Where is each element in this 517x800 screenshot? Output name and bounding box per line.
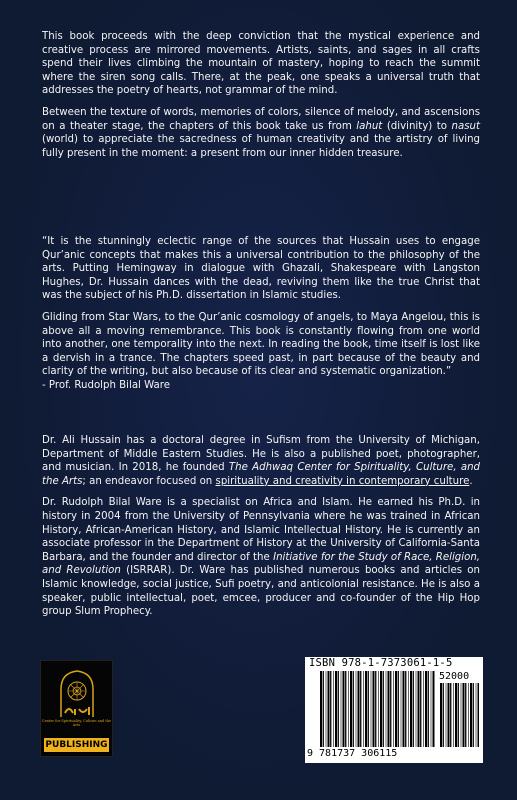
bio-link[interactable]: spirituality and creativity in contemporary culture <box>215 475 470 487</box>
description-paragraph-2: Between the texture of words, memories of colors, silence of melody, and ascensions on a theater stage, the chapters of this book take us from lahut (divinity) to nasut (world) to appreciate the sacredness of human creativity and the artistry of living fully present in the moment: a present from our inner hidden treasure. <box>42 106 480 159</box>
book-description <box>42 30 480 160</box>
publisher-logo <box>40 660 113 757</box>
ean-digits: 9 781737 306115 <box>307 748 398 759</box>
price-addon-bars <box>439 683 479 747</box>
arch-emblem-icon <box>53 669 101 719</box>
bio-rudolph-ware: Dr. Rudolph Bilal Ware is a specialist on Africa and Islam. He earned his Ph.D. in history in 2004 from the University of Pennsylvania where he was trained in African History, African-American History, and Islamic Intellectual History. He is currently an associate professor in the Department of History at the University of California-Santa Barbara, and the founder and director of the Initiative for the Study of Race, Religion, and Revolution (ISRRAR). Dr. Ware has published numerous books and articles on Islamic knowledge, social justice, Sufi poetry, and anticolonial resistance. He is also a speaker, public intellectual, poet, emcee, producer and co-founder of the Hip Hop group Slum Prophecy. <box>42 497 481 618</box>
endorsement-quote <box>42 235 480 393</box>
author-bios <box>42 434 480 619</box>
endorsement-paragraph-2: Gliding from Star Wars, to the Qur’anic cosmology of angels, to Maya Angelou, this is above all a moving remembrance. This book is constantly flowing from one world into another, one temporality into the next. In reading the book, time itself is lost like a dervish in a trance. The chapters speed past, in part because of the beauty and clarity of the writing, but also because of its clear and systematic organization.” <box>42 311 480 378</box>
endorsement-paragraph-1: “It is the stunningly eclectic range of the sources that Hussain uses to engage Qur’anic concepts that makes this a universal contribution to the philosophy of the arts. Putting Hemingway in dialogue with Ghazali, Shakespeare with Langston Hughes, Dr. Hussain dances with the dead, reviving them like the true Christ that was the subject of his Ph.D. dissertation in Islamic studies. <box>42 236 480 302</box>
publishing-banner: PUBLISHING <box>43 737 110 753</box>
isbn-text: ISBN 978-1-7373061-1-5 <box>309 657 453 669</box>
price-code: 52000 <box>439 671 470 682</box>
isbn-barcode <box>305 657 483 763</box>
ean-barcode-bars <box>319 671 436 747</box>
endorsement-attribution: - Prof. Rudolph Bilal Ware <box>42 379 171 391</box>
description-paragraph-1: This book proceeds with the deep conviction that the mystical experience and creative process are mirrored movements. Artists, saints, and sages in all crafts spend their lives climbing the mountain of mastery, hoping to reach the summit where the siren song calls. There, at the peak, one speaks a universal truth that addresses the poetry of hearts, not grammar of the mind. <box>42 31 480 97</box>
bio-ali-hussain: Dr. Ali Hussain has a doctoral degree in Sufism from the University of Michigan, Department of Middle Eastern Studies. He is also a published poet, photographer, and musician. In 2018, he founded The Adhwaq Center for Spirituality, Culture, and the Arts; an endeavor focused on spirituality and creativity in contemporary culture. <box>42 435 480 487</box>
publisher-tagline: Center for Spirituality, Culture and the Arts <box>41 719 112 727</box>
